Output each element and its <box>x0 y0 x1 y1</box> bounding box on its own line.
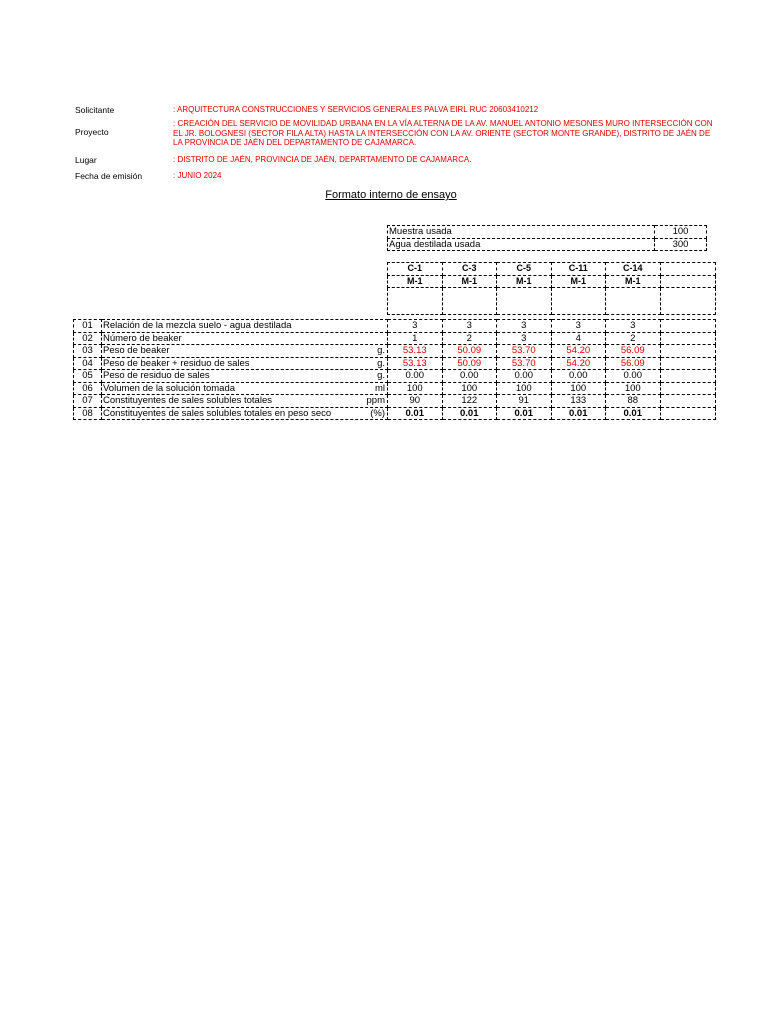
value-cell: 53.13 <box>388 345 443 358</box>
value-cell: 50.09 <box>442 357 497 370</box>
value-cell: 0.01 <box>497 407 552 420</box>
empty-cell <box>660 370 715 383</box>
calicata-cell: C-14 <box>606 263 661 276</box>
calicata-cell: C-1 <box>388 263 443 276</box>
value-cell: 88 <box>606 395 661 408</box>
muestra-table <box>387 225 707 251</box>
value-cell: 133 <box>551 395 606 408</box>
value-cell: 0.01 <box>606 407 661 420</box>
row-unit: g. <box>377 370 385 381</box>
table-row <box>74 370 716 383</box>
solicitante-value: : ARQUITECTURA CONSTRUCCIONES Y SERVICIOS GENERALES PALVA EIRL RUC 20603410212 <box>173 105 539 114</box>
value-cell: 54.20 <box>551 357 606 370</box>
value-cell: 3 <box>497 332 552 345</box>
row-number: 04 <box>74 357 102 370</box>
empty-cell <box>442 288 497 315</box>
value-cell: 53.70 <box>497 345 552 358</box>
row-description-text: Volumen de la solución tomada <box>103 382 236 394</box>
row-description <box>102 382 388 395</box>
muestra-id-row <box>388 275 716 288</box>
value-cell: 91 <box>497 395 552 408</box>
muestra-id-cell: M-1 <box>551 275 606 288</box>
row-description-text: Relación de la mezcla suelo - agua destilada <box>103 320 292 332</box>
table-row <box>74 320 716 333</box>
empty-cell <box>660 345 715 358</box>
fecha-label: Fecha de emisión <box>75 171 143 181</box>
value-cell: 3 <box>442 320 497 333</box>
agua-value: 300 <box>655 238 707 251</box>
value-cell: 56.09 <box>606 357 661 370</box>
row-number: 08 <box>74 407 102 420</box>
table-row <box>74 357 716 370</box>
row-description <box>102 345 388 358</box>
row-description <box>102 320 388 333</box>
row-description-text: Peso de beaker <box>103 345 170 357</box>
row-unit: ml <box>374 382 385 394</box>
value-cell: 54.20 <box>551 345 606 358</box>
value-cell: 53.70 <box>497 357 552 370</box>
empty-cell <box>497 288 552 315</box>
value-cell: 100 <box>388 382 443 395</box>
table-row <box>74 395 716 408</box>
table-row <box>74 332 716 345</box>
row-number: 03 <box>74 345 102 358</box>
table-row <box>74 345 716 358</box>
empty-cell <box>660 320 715 333</box>
row-description <box>102 332 388 345</box>
value-cell: 0.00 <box>606 370 661 383</box>
value-cell: 0.01 <box>442 407 497 420</box>
row-description <box>102 357 388 370</box>
calicata-cell: C-11 <box>551 263 606 276</box>
row-unit: (%) <box>370 407 385 419</box>
value-cell: 100 <box>497 382 552 395</box>
value-cell: 2 <box>442 332 497 345</box>
muestra-id-cell: M-1 <box>442 275 497 288</box>
value-cell: 4 <box>551 332 606 345</box>
empty-cell <box>551 288 606 315</box>
value-cell: 90 <box>388 395 443 408</box>
row-unit: g. <box>377 345 385 356</box>
muestra-id-cell: M-1 <box>497 275 552 288</box>
muestra-value: 100 <box>655 226 707 239</box>
table-row <box>74 382 716 395</box>
empty-cell <box>606 288 661 315</box>
form-title: Formato interno de ensayo <box>325 189 457 201</box>
agua-row <box>388 238 707 251</box>
empty-cell <box>660 357 715 370</box>
muestra-id-cell: M-1 <box>388 275 443 288</box>
empty-cell <box>660 382 715 395</box>
value-cell: 0.00 <box>442 370 497 383</box>
value-cell: 1 <box>388 332 443 345</box>
calicata-cell: C-3 <box>442 263 497 276</box>
proyecto-label: Proyecto <box>75 127 109 137</box>
row-number: 07 <box>74 395 102 408</box>
value-cell: 100 <box>551 382 606 395</box>
row-description-text: Número de beaker <box>103 332 182 344</box>
muestra-label: Muestra usada <box>388 226 655 239</box>
calicata-cell: C-5 <box>497 263 552 276</box>
value-cell: 0.00 <box>497 370 552 383</box>
row-description <box>102 370 388 383</box>
empty-cell <box>660 263 715 276</box>
table-row <box>74 407 716 420</box>
row-number: 05 <box>74 370 102 383</box>
empty-cell <box>660 407 715 420</box>
value-cell: 53.13 <box>388 357 443 370</box>
row-description-text: Peso de beaker + residuo de sales <box>103 357 250 369</box>
row-description <box>102 395 388 408</box>
row-unit: g. <box>377 357 385 369</box>
empty-cell <box>660 395 715 408</box>
empty-cell <box>388 288 443 315</box>
value-cell: 3 <box>606 320 661 333</box>
calicata-row <box>388 263 716 276</box>
value-cell: 56.09 <box>606 345 661 358</box>
value-cell: 100 <box>442 382 497 395</box>
results-table <box>73 319 716 420</box>
value-cell: 122 <box>442 395 497 408</box>
row-number: 01 <box>74 320 102 333</box>
muestra-id-cell: M-1 <box>606 275 661 288</box>
row-description-text: Peso de residuo de sales <box>103 370 210 382</box>
solicitante-label: Solicitante <box>75 105 115 115</box>
lugar-value: : DISTRITO DE JAÉN, PROVINCIA DE JAÉN, DEPARTAMENTO DE CAJAMARCA. <box>173 155 472 164</box>
value-cell: 50.09 <box>442 345 497 358</box>
muestra-row <box>388 226 707 239</box>
value-cell: 0.00 <box>388 370 443 383</box>
empty-cell <box>660 275 715 288</box>
spacer-row <box>388 288 716 315</box>
empty-cell <box>660 332 715 345</box>
row-description-text: Constituyentes de sales solubles totales <box>103 395 272 407</box>
samples-header-table <box>387 262 716 315</box>
row-description <box>102 407 388 420</box>
lugar-label: Lugar <box>75 155 97 165</box>
row-number: 06 <box>74 382 102 395</box>
value-cell: 3 <box>388 320 443 333</box>
fecha-value: : JUNIO 2024 <box>173 171 222 180</box>
value-cell: 0.01 <box>551 407 606 420</box>
value-cell: 100 <box>606 382 661 395</box>
empty-cell <box>660 288 715 315</box>
value-cell: 0.01 <box>388 407 443 420</box>
row-number: 02 <box>74 332 102 345</box>
row-description-text: Constituyentes de sales solubles totales en peso seco <box>103 407 332 419</box>
value-cell: 0.00 <box>551 370 606 383</box>
value-cell: 3 <box>551 320 606 333</box>
agua-label: Agua destilada usada <box>388 238 655 251</box>
proyecto-value: : CREACIÓN DEL SERVICIO DE MOVILIDAD URBANA EN LA VÍA ALTERNA DE LA AV. MANUEL ANTONIO MESONES MURO INTERSECCIÓN CON EL JR. BOLOGNESI (SECTOR FILA ALTA) HASTA LA INTERSECCIÓN CON LA AV. ORIENTE (SECTOR MONTE GRANDE), DISTRITO DE JAÉN DE LA PROVINCIA DE JAÉN DEL DEPARTAMENTO DE CAJAMARCA. <box>173 119 713 147</box>
value-cell: 2 <box>606 332 661 345</box>
row-unit: ppm <box>366 395 385 406</box>
value-cell: 3 <box>497 320 552 333</box>
